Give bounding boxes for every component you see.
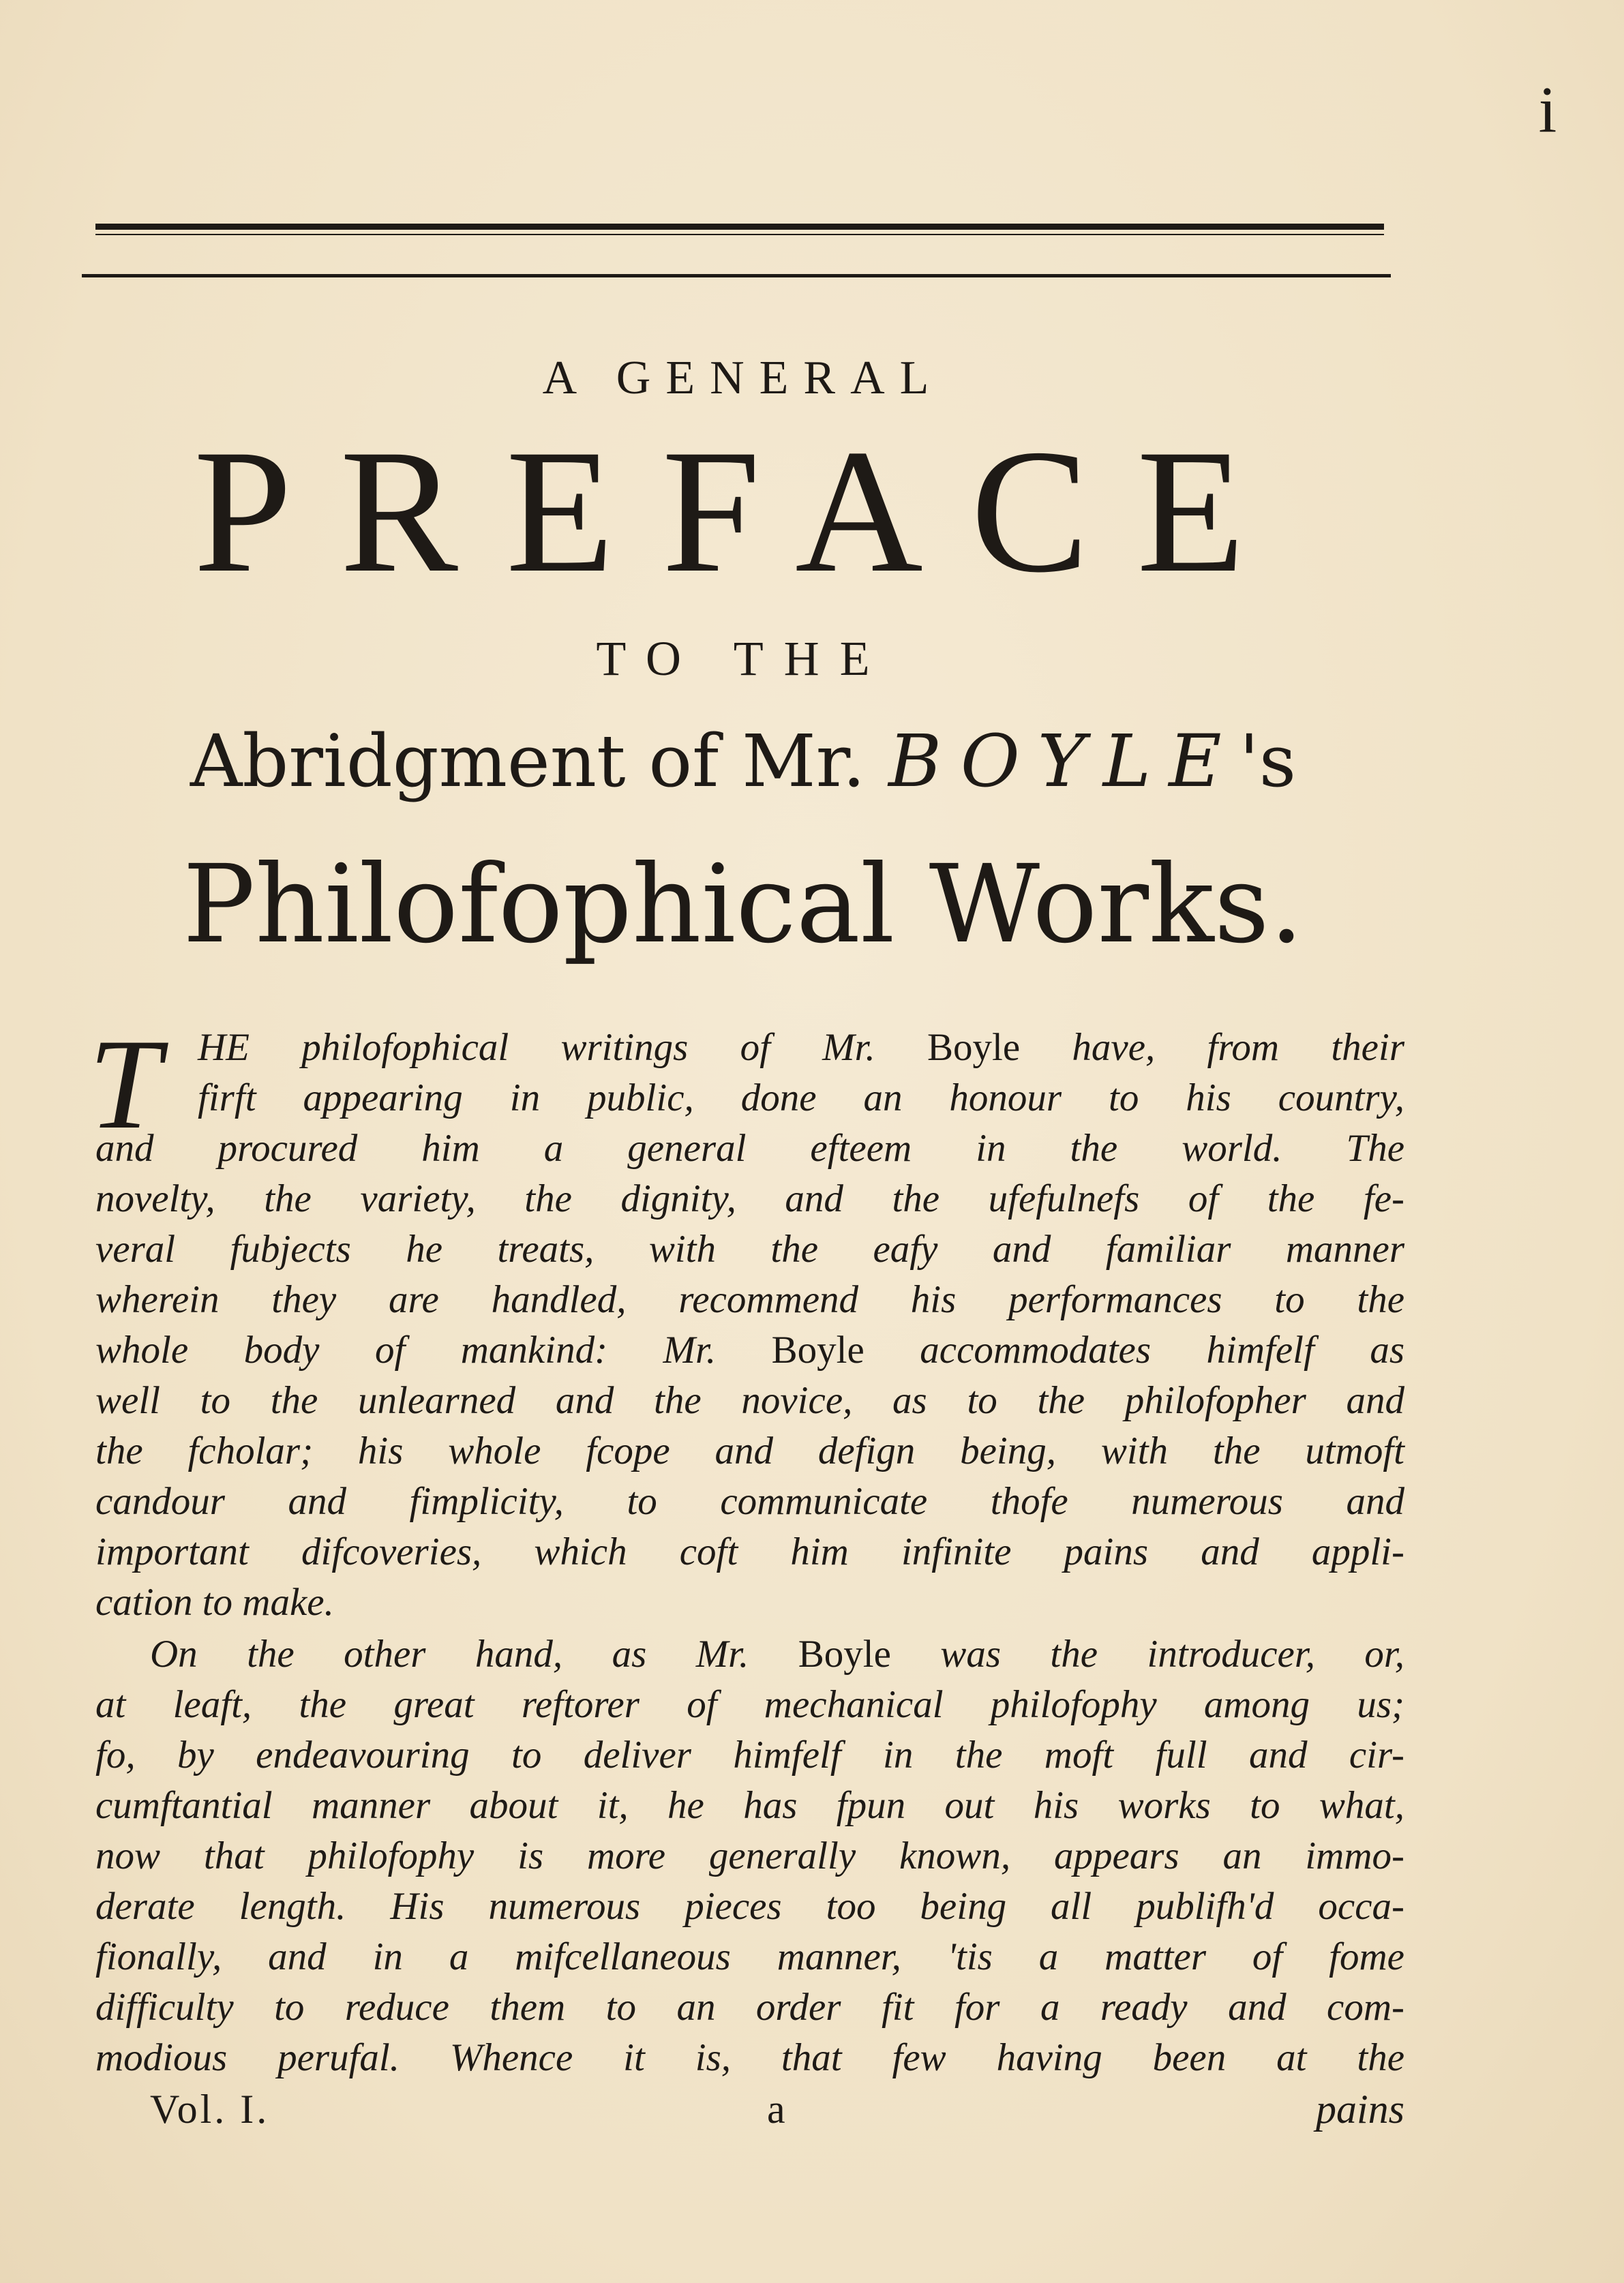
text-line — [95, 1174, 1404, 1224]
text-line — [95, 1073, 1404, 1123]
text-run: fo, by endeavouring to deliver himfelf in the moft full and cir- — [95, 1734, 1404, 1776]
text-run: novelty, the variety, the dignity, and the ufefulnefs of the fe- — [95, 1177, 1404, 1220]
text-line — [95, 2033, 1404, 2083]
text-line — [95, 1275, 1404, 1325]
text-run: important difcoveries, which coft him infinite pains and appli- — [95, 1530, 1404, 1573]
top-rule — [95, 224, 1384, 230]
text-run: at leaft, the great reftorer of mechanical philofophy among us; — [95, 1683, 1404, 1726]
text-run: whole body of mankind: Mr. — [95, 1329, 772, 1372]
text-run: and procured him a general efteem in the world. The — [95, 1127, 1404, 1170]
text-line — [95, 1426, 1404, 1477]
footer-signature: a — [767, 2087, 785, 2132]
text-run: veral fubjects he treats, with the eafy and familiar manner — [95, 1228, 1404, 1271]
name-boyle: Boyle — [927, 1026, 1021, 1069]
text-line — [95, 1932, 1404, 1982]
heading-general: A GENERAL — [542, 352, 944, 404]
text-line — [95, 1881, 1404, 1932]
text-line — [95, 1577, 1404, 1628]
name-boyle: Boyle — [771, 1329, 864, 1372]
text-run: accommodates himfelf as — [864, 1329, 1405, 1372]
text-line — [95, 1629, 1404, 1680]
drop-cap: T — [89, 1013, 161, 1156]
text-line — [95, 1376, 1404, 1426]
text-line — [95, 1527, 1404, 1577]
heading-abridgment-post: 's — [1239, 719, 1297, 803]
text-run: On the other hand, as Mr. — [150, 1633, 798, 1676]
paragraph-2 — [95, 1629, 1404, 2083]
text-line — [95, 1477, 1404, 1527]
text-line — [95, 1781, 1404, 1831]
top-rule-thin — [95, 234, 1384, 235]
heading-preface: PREFACE — [193, 413, 1293, 609]
text-run: firft appearing in public, done an honour to his country, — [198, 1076, 1404, 1119]
paragraph-1 — [95, 1023, 1404, 1628]
text-run: candour and fimplicity, to communicate thofe numerous and — [95, 1480, 1404, 1523]
text-run: fionally, and in a mifcellaneous manner, 'tis a matter of fome — [95, 1935, 1404, 1978]
text-run: cumftantial manner about it, he has fpun out his works to what, — [95, 1784, 1404, 1827]
text-run: now that philofophy is more generally known, appears an immo- — [95, 1834, 1404, 1877]
text-run: derate length. His numerous pieces too being all publifh'd occa- — [95, 1885, 1404, 1928]
footer-catchword: pains — [1315, 2087, 1404, 2132]
text-run: well to the unlearned and the novice, as to the philofopher and — [95, 1379, 1404, 1422]
text-line — [95, 1023, 1404, 1073]
text-run: wherein they are handled, recommend his performances to the — [95, 1278, 1404, 1321]
text-line — [95, 1730, 1404, 1781]
text-run: difficulty to reduce them to an order fit for a ready and com- — [95, 1986, 1404, 2029]
page-number: i — [1538, 73, 1557, 146]
text-run: have, from their — [1020, 1026, 1404, 1069]
text-line — [95, 1982, 1404, 2033]
heading-works: Philofophical Works. — [182, 842, 1304, 967]
text-line — [95, 1680, 1404, 1730]
text-line — [95, 1224, 1404, 1275]
heading-abridgment-pre: Abridgment of Mr. — [190, 719, 866, 803]
text-line — [95, 1123, 1404, 1174]
text-run: modious perufal. Whence it is, that few having been at the — [95, 2036, 1404, 2079]
text-line — [95, 1831, 1404, 1881]
text-run: HE philofophical writings of Mr. — [198, 1026, 928, 1069]
footer-volume: Vol. I. — [150, 2087, 270, 2132]
second-rule — [82, 274, 1391, 277]
text-line — [95, 1325, 1404, 1376]
heading-to-the: TO THE — [596, 631, 890, 686]
heading-boyle-name: BOYLE — [888, 719, 1239, 803]
text-run: the fcholar; his whole fcope and defign being, with the utmoft — [95, 1430, 1404, 1472]
name-boyle: Boyle — [798, 1633, 891, 1676]
heading-abridgment — [82, 719, 1404, 803]
text-run: cation to make. — [95, 1581, 334, 1624]
text-run: was the introducer, or, — [890, 1633, 1404, 1676]
